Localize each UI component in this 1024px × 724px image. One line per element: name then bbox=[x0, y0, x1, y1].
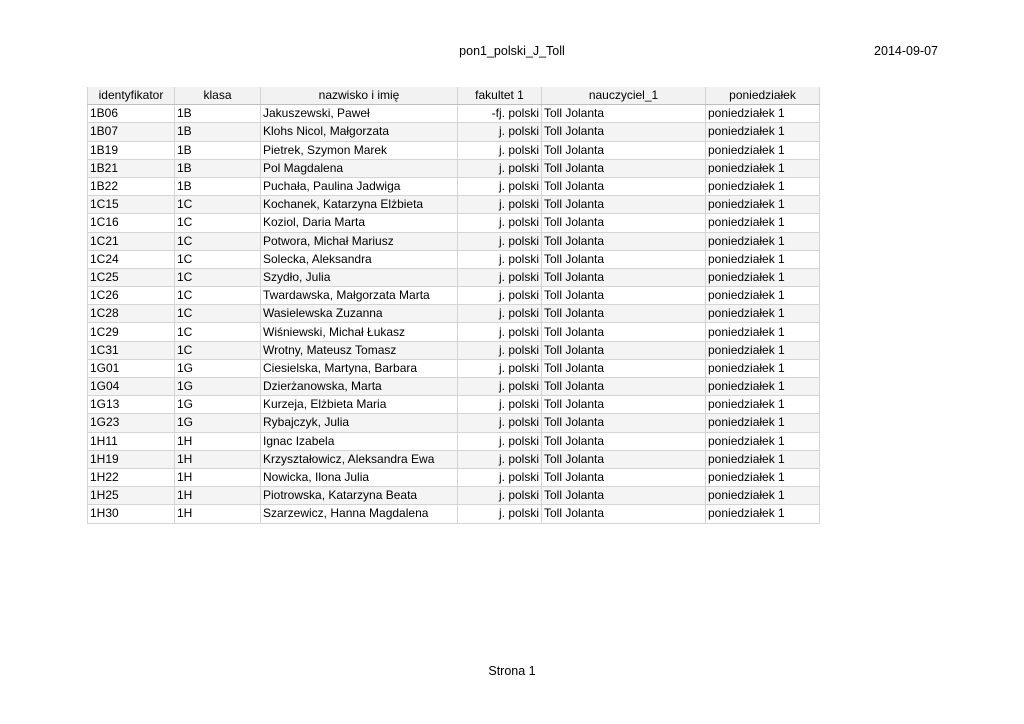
table-row bbox=[88, 105, 820, 123]
cell-poniedzialek: poniedziałek 1 bbox=[706, 105, 820, 123]
cell-klasa: 1G bbox=[175, 359, 261, 377]
cell-nauczyciel: Toll Jolanta bbox=[542, 341, 706, 359]
cell-poniedzialek: poniedziałek 1 bbox=[706, 305, 820, 323]
cell-fakultet: j. polski bbox=[458, 396, 542, 414]
cell-poniedzialek: poniedziałek 1 bbox=[706, 196, 820, 214]
column-header-poniedzialek: poniedziałek bbox=[706, 87, 820, 105]
table-row bbox=[88, 468, 820, 486]
cell-identyfikator: 1B19 bbox=[88, 141, 175, 159]
cell-identyfikator: 1C26 bbox=[88, 287, 175, 305]
cell-poniedzialek: poniedziałek 1 bbox=[706, 177, 820, 195]
table-row bbox=[88, 396, 820, 414]
table-row bbox=[88, 414, 820, 432]
cell-poniedzialek: poniedziałek 1 bbox=[706, 214, 820, 232]
cell-fakultet: j. polski bbox=[458, 378, 542, 396]
table-row bbox=[88, 341, 820, 359]
cell-klasa: 1G bbox=[175, 378, 261, 396]
column-header-fakultet: fakultet 1 bbox=[458, 87, 542, 105]
cell-fakultet: j. polski bbox=[458, 159, 542, 177]
cell-identyfikator: 1H30 bbox=[88, 505, 175, 523]
cell-fakultet: j. polski bbox=[458, 505, 542, 523]
cell-fakultet: j. polski bbox=[458, 232, 542, 250]
cell-klasa: 1B bbox=[175, 177, 261, 195]
table-row bbox=[88, 232, 820, 250]
cell-klasa: 1C bbox=[175, 268, 261, 286]
table-row bbox=[88, 323, 820, 341]
cell-nazwisko: Ignac Izabela bbox=[261, 432, 458, 450]
cell-nazwisko: Solecka, Aleksandra bbox=[261, 250, 458, 268]
cell-identyfikator: 1B07 bbox=[88, 123, 175, 141]
cell-identyfikator: 1H25 bbox=[88, 487, 175, 505]
cell-identyfikator: 1C15 bbox=[88, 196, 175, 214]
column-header-nazwisko: nazwisko i imię bbox=[261, 87, 458, 105]
table-row bbox=[88, 123, 820, 141]
cell-klasa: 1H bbox=[175, 432, 261, 450]
table-header-row bbox=[88, 87, 820, 105]
cell-poniedzialek: poniedziałek 1 bbox=[706, 287, 820, 305]
cell-klasa: 1B bbox=[175, 123, 261, 141]
cell-klasa: 1C bbox=[175, 341, 261, 359]
cell-nauczyciel: Toll Jolanta bbox=[542, 123, 706, 141]
cell-identyfikator: 1C25 bbox=[88, 268, 175, 286]
cell-nazwisko: Krzyształowicz, Aleksandra Ewa bbox=[261, 450, 458, 468]
cell-nazwisko: Rybajczyk, Julia bbox=[261, 414, 458, 432]
table-row bbox=[88, 378, 820, 396]
cell-nazwisko: Dzierżanowska, Marta bbox=[261, 378, 458, 396]
table-row bbox=[88, 432, 820, 450]
cell-fakultet: j. polski bbox=[458, 432, 542, 450]
data-table bbox=[87, 87, 820, 524]
cell-fakultet: j. polski bbox=[458, 487, 542, 505]
cell-identyfikator: 1G13 bbox=[88, 396, 175, 414]
cell-nazwisko: Twardawska, Małgorzata Marta bbox=[261, 287, 458, 305]
cell-poniedzialek: poniedziałek 1 bbox=[706, 250, 820, 268]
cell-klasa: 1H bbox=[175, 450, 261, 468]
table-row bbox=[88, 250, 820, 268]
cell-identyfikator: 1G01 bbox=[88, 359, 175, 377]
table-row bbox=[88, 159, 820, 177]
cell-fakultet: j. polski bbox=[458, 287, 542, 305]
table-row bbox=[88, 177, 820, 195]
cell-nauczyciel: Toll Jolanta bbox=[542, 378, 706, 396]
cell-nauczyciel: Toll Jolanta bbox=[542, 196, 706, 214]
cell-poniedzialek: poniedziałek 1 bbox=[706, 450, 820, 468]
cell-fakultet: j. polski bbox=[458, 214, 542, 232]
cell-klasa: 1C bbox=[175, 214, 261, 232]
cell-nazwisko: Wasielewska Zuzanna bbox=[261, 305, 458, 323]
cell-nazwisko: Puchała, Paulina Jadwiga bbox=[261, 177, 458, 195]
table-row bbox=[88, 196, 820, 214]
cell-fakultet: j. polski bbox=[458, 141, 542, 159]
cell-nauczyciel: Toll Jolanta bbox=[542, 232, 706, 250]
cell-poniedzialek: poniedziałek 1 bbox=[706, 232, 820, 250]
cell-nazwisko: Kurzeja, Elżbieta Maria bbox=[261, 396, 458, 414]
cell-nauczyciel: Toll Jolanta bbox=[542, 414, 706, 432]
cell-fakultet: j. polski bbox=[458, 468, 542, 486]
table-row bbox=[88, 450, 820, 468]
cell-identyfikator: 1C29 bbox=[88, 323, 175, 341]
cell-nazwisko: Nowicka, Ilona Julia bbox=[261, 468, 458, 486]
cell-klasa: 1B bbox=[175, 159, 261, 177]
cell-fakultet: j. polski bbox=[458, 450, 542, 468]
table-row bbox=[88, 487, 820, 505]
cell-identyfikator: 1H22 bbox=[88, 468, 175, 486]
cell-fakultet: j. polski bbox=[458, 359, 542, 377]
cell-identyfikator: 1C28 bbox=[88, 305, 175, 323]
cell-nauczyciel: Toll Jolanta bbox=[542, 468, 706, 486]
cell-identyfikator: 1C16 bbox=[88, 214, 175, 232]
cell-nauczyciel: Toll Jolanta bbox=[542, 396, 706, 414]
cell-identyfikator: 1G23 bbox=[88, 414, 175, 432]
cell-nauczyciel: Toll Jolanta bbox=[542, 359, 706, 377]
cell-nazwisko: Ciesielska, Martyna, Barbara bbox=[261, 359, 458, 377]
cell-identyfikator: 1C31 bbox=[88, 341, 175, 359]
cell-poniedzialek: poniedziałek 1 bbox=[706, 468, 820, 486]
table-row bbox=[88, 268, 820, 286]
cell-klasa: 1G bbox=[175, 414, 261, 432]
cell-poniedzialek: poniedziałek 1 bbox=[706, 123, 820, 141]
cell-nazwisko: Szarzewicz, Hanna Magdalena bbox=[261, 505, 458, 523]
cell-fakultet: j. polski bbox=[458, 177, 542, 195]
cell-klasa: 1C bbox=[175, 305, 261, 323]
cell-klasa: 1B bbox=[175, 105, 261, 123]
cell-nauczyciel: Toll Jolanta bbox=[542, 268, 706, 286]
cell-fakultet: j. polski bbox=[458, 341, 542, 359]
cell-nauczyciel: Toll Jolanta bbox=[542, 250, 706, 268]
cell-klasa: 1H bbox=[175, 468, 261, 486]
cell-klasa: 1B bbox=[175, 141, 261, 159]
column-header-klasa: klasa bbox=[175, 87, 261, 105]
cell-poniedzialek: poniedziałek 1 bbox=[706, 141, 820, 159]
cell-nauczyciel: Toll Jolanta bbox=[542, 159, 706, 177]
cell-nazwisko: Pol Magdalena bbox=[261, 159, 458, 177]
cell-poniedzialek: poniedziałek 1 bbox=[706, 396, 820, 414]
cell-klasa: 1H bbox=[175, 487, 261, 505]
table-row bbox=[88, 141, 820, 159]
cell-nauczyciel: Toll Jolanta bbox=[542, 105, 706, 123]
table-row bbox=[88, 359, 820, 377]
cell-klasa: 1C bbox=[175, 232, 261, 250]
cell-nauczyciel: Toll Jolanta bbox=[542, 487, 706, 505]
cell-nauczyciel: Toll Jolanta bbox=[542, 505, 706, 523]
cell-nauczyciel: Toll Jolanta bbox=[542, 450, 706, 468]
table-row bbox=[88, 287, 820, 305]
page-number: Strona 1 bbox=[488, 664, 536, 678]
cell-nauczyciel: Toll Jolanta bbox=[542, 305, 706, 323]
cell-klasa: 1C bbox=[175, 250, 261, 268]
cell-klasa: 1G bbox=[175, 396, 261, 414]
cell-nauczyciel: Toll Jolanta bbox=[542, 287, 706, 305]
cell-klasa: 1C bbox=[175, 287, 261, 305]
cell-nazwisko: Piotrowska, Katarzyna Beata bbox=[261, 487, 458, 505]
cell-nauczyciel: Toll Jolanta bbox=[542, 323, 706, 341]
cell-nauczyciel: Toll Jolanta bbox=[542, 177, 706, 195]
column-header-identyfikator: identyfikator bbox=[88, 87, 175, 105]
cell-poniedzialek: poniedziałek 1 bbox=[706, 487, 820, 505]
table-row bbox=[88, 214, 820, 232]
cell-fakultet: j. polski bbox=[458, 323, 542, 341]
table-row bbox=[88, 305, 820, 323]
cell-fakultet: j. polski bbox=[458, 268, 542, 286]
cell-identyfikator: 1C24 bbox=[88, 250, 175, 268]
cell-nazwisko: Koziol, Daria Marta bbox=[261, 214, 458, 232]
cell-identyfikator: 1B06 bbox=[88, 105, 175, 123]
cell-klasa: 1C bbox=[175, 323, 261, 341]
cell-nazwisko: Klohs Nicol, Małgorzata bbox=[261, 123, 458, 141]
column-header-nauczyciel: nauczyciel_1 bbox=[542, 87, 706, 105]
cell-identyfikator: 1B21 bbox=[88, 159, 175, 177]
cell-fakultet: j. polski bbox=[458, 196, 542, 214]
cell-nazwisko: Pietrek, Szymon Marek bbox=[261, 141, 458, 159]
cell-poniedzialek: poniedziałek 1 bbox=[706, 341, 820, 359]
cell-poniedzialek: poniedziałek 1 bbox=[706, 159, 820, 177]
cell-nazwisko: Wrotny, Mateusz Tomasz bbox=[261, 341, 458, 359]
cell-poniedzialek: poniedziałek 1 bbox=[706, 432, 820, 450]
cell-fakultet: j. polski bbox=[458, 414, 542, 432]
page-title: pon1_polski_J_Toll bbox=[459, 44, 565, 58]
cell-nauczyciel: Toll Jolanta bbox=[542, 214, 706, 232]
cell-poniedzialek: poniedziałek 1 bbox=[706, 359, 820, 377]
cell-fakultet: j. polski bbox=[458, 123, 542, 141]
cell-poniedzialek: poniedziałek 1 bbox=[706, 323, 820, 341]
cell-nazwisko: Jakuszewski, Paweł bbox=[261, 105, 458, 123]
cell-poniedzialek: poniedziałek 1 bbox=[706, 378, 820, 396]
cell-fakultet: -fj. polski bbox=[458, 105, 542, 123]
cell-poniedzialek: poniedziałek 1 bbox=[706, 505, 820, 523]
cell-nazwisko: Szydło, Julia bbox=[261, 268, 458, 286]
table-body bbox=[88, 105, 820, 523]
cell-identyfikator: 1G04 bbox=[88, 378, 175, 396]
cell-klasa: 1H bbox=[175, 505, 261, 523]
cell-klasa: 1C bbox=[175, 196, 261, 214]
cell-nauczyciel: Toll Jolanta bbox=[542, 432, 706, 450]
page-date: 2014-09-07 bbox=[874, 44, 938, 58]
cell-identyfikator: 1H11 bbox=[88, 432, 175, 450]
cell-nazwisko: Potwora, Michał Mariusz bbox=[261, 232, 458, 250]
cell-identyfikator: 1H19 bbox=[88, 450, 175, 468]
cell-identyfikator: 1B22 bbox=[88, 177, 175, 195]
cell-fakultet: j. polski bbox=[458, 250, 542, 268]
cell-poniedzialek: poniedziałek 1 bbox=[706, 414, 820, 432]
cell-poniedzialek: poniedziałek 1 bbox=[706, 268, 820, 286]
cell-nazwisko: Wiśniewski, Michał Łukasz bbox=[261, 323, 458, 341]
cell-identyfikator: 1C21 bbox=[88, 232, 175, 250]
cell-nauczyciel: Toll Jolanta bbox=[542, 141, 706, 159]
cell-nazwisko: Kochanek, Katarzyna Elżbieta bbox=[261, 196, 458, 214]
cell-fakultet: j. polski bbox=[458, 305, 542, 323]
table-row bbox=[88, 505, 820, 523]
